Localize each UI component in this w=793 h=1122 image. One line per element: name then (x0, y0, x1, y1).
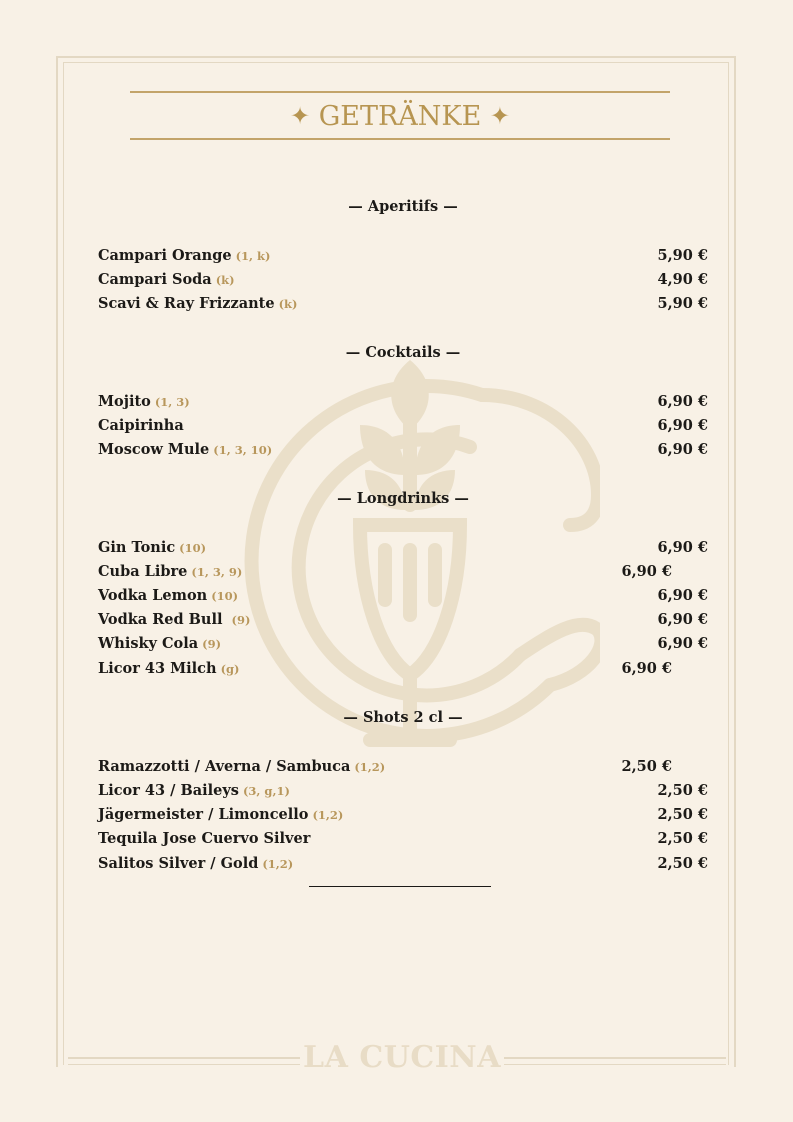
frame-right-line (734, 56, 736, 1067)
item-name-wrap (98, 269, 235, 291)
menu-item (98, 658, 708, 680)
frame-left-line (56, 56, 58, 1067)
item-name: Licor 43 / Baileys (98, 782, 239, 799)
item-price: 2,50 € (657, 855, 708, 872)
item-name-wrap (98, 633, 221, 655)
item-allergens: (10) (179, 541, 207, 555)
item-name: Campari Orange (98, 247, 232, 264)
item-name-wrap (98, 585, 238, 607)
item-name: Vodka Lemon (98, 587, 208, 604)
page-title (130, 97, 670, 135)
item-allergens: (1, k) (235, 249, 271, 263)
item-price: 6,90 € (657, 635, 708, 652)
item-price: 2,50 € (621, 758, 672, 775)
menu-item (98, 439, 708, 461)
menu-item (98, 804, 708, 826)
item-name: Tequila Jose Cuervo Silver (98, 830, 311, 847)
item-name-wrap (98, 293, 297, 315)
item-price: 2,50 € (657, 830, 708, 847)
item-name: Licor 43 Milch (98, 660, 217, 677)
item-name-wrap (98, 658, 240, 680)
frame-right-inner-line (728, 62, 729, 1065)
item-price: 6,90 € (621, 563, 672, 580)
item-price: 4,90 € (657, 271, 708, 288)
menu-item (98, 293, 708, 315)
item-name: Cuba Libre (98, 563, 188, 580)
item-allergens: (k) (278, 297, 298, 311)
menu-item (98, 585, 708, 607)
menu-item (98, 780, 708, 802)
frame-bottom-right-line (504, 1057, 726, 1059)
item-allergens: (9) (231, 613, 251, 627)
item-allergens: (1,2) (354, 760, 386, 774)
star-right-icon: ✦ (489, 102, 511, 130)
menu-item (98, 633, 708, 655)
item-name-wrap (98, 439, 272, 461)
page-title-text: GETRÄNKE (318, 101, 482, 132)
item-price: 6,90 € (657, 587, 708, 604)
item-price: 6,90 € (657, 417, 708, 434)
item-name-wrap (98, 853, 293, 875)
frame-bottom-left-line (68, 1057, 300, 1059)
item-name: Campari Soda (98, 271, 212, 288)
item-name-wrap (98, 756, 385, 778)
menu-item (98, 609, 708, 631)
item-allergens: (1,2) (312, 808, 344, 822)
item-name: Caipirinha (98, 417, 184, 434)
item-allergens: (3, g,1) (242, 784, 290, 798)
item-name: Mojito (98, 393, 151, 410)
menu-item (98, 561, 708, 583)
item-name-wrap (98, 804, 343, 826)
item-allergens: (1, 3, 10) (213, 443, 273, 457)
item-name-wrap (98, 415, 188, 437)
menu-item (98, 269, 708, 291)
frame-top-inner-line (64, 62, 728, 63)
item-allergens: (9) (202, 637, 222, 651)
item-allergens: (g) (220, 662, 240, 676)
item-allergens: (10) (211, 589, 239, 603)
item-name-wrap (98, 537, 206, 559)
item-price: 2,50 € (657, 806, 708, 823)
item-name-wrap (98, 245, 270, 267)
menu-item (98, 756, 708, 778)
section-title-cocktails: — Cocktails — (345, 344, 461, 361)
frame-bottom-left-inner-line (68, 1064, 300, 1065)
menu-item (98, 828, 708, 850)
item-price: 5,90 € (657, 295, 708, 312)
item-price: 5,90 € (657, 247, 708, 264)
section-title-longdrinks: — Longdrinks — (337, 490, 469, 507)
section-title-shots: — Shots 2 cl — (343, 709, 463, 726)
frame-left-inner-line (63, 62, 64, 1065)
frame-top-line (58, 56, 734, 58)
item-allergens: (1, 3) (154, 395, 190, 409)
item-name: Salitos Silver / Gold (98, 855, 259, 872)
item-name-wrap (98, 391, 190, 413)
menu-item (98, 415, 708, 437)
menu-item (98, 537, 708, 559)
item-price: 6,90 € (621, 660, 672, 677)
item-name: Scavi & Ray Frizzante (98, 295, 275, 312)
frame-bottom-right-inner-line (504, 1064, 726, 1065)
item-price: 2,50 € (657, 782, 708, 799)
menu-item (98, 391, 708, 413)
star-left-icon: ✦ (289, 102, 311, 130)
section-end-rule (309, 886, 491, 887)
footer-brand: LA CUCINA (303, 1040, 501, 1075)
item-allergens: (1, 3, 9) (191, 565, 243, 579)
menu-item (98, 245, 708, 267)
item-price: 6,90 € (657, 611, 708, 628)
item-name: Moscow Mule (98, 441, 210, 458)
item-allergens: (1,2) (262, 857, 294, 871)
item-name-wrap (98, 561, 242, 583)
section-title-aperitifs: — Aperitifs — (348, 198, 458, 215)
header-top-rule (130, 91, 670, 93)
item-name: Vodka Red Bull (98, 611, 223, 628)
item-name: Jägermeister / Limoncello (98, 806, 309, 823)
item-name: Whisky Cola (98, 635, 199, 652)
item-price: 6,90 € (657, 441, 708, 458)
item-name-wrap (98, 828, 314, 850)
menu-item (98, 853, 708, 875)
header-bottom-rule (130, 138, 670, 140)
item-allergens: (k) (215, 273, 235, 287)
item-name: Gin Tonic (98, 539, 176, 556)
item-name-wrap (98, 780, 290, 802)
item-price: 6,90 € (657, 393, 708, 410)
item-price: 6,90 € (657, 539, 708, 556)
item-name: Ramazzotti / Averna / Sambuca (98, 758, 351, 775)
item-name-wrap (98, 609, 250, 631)
